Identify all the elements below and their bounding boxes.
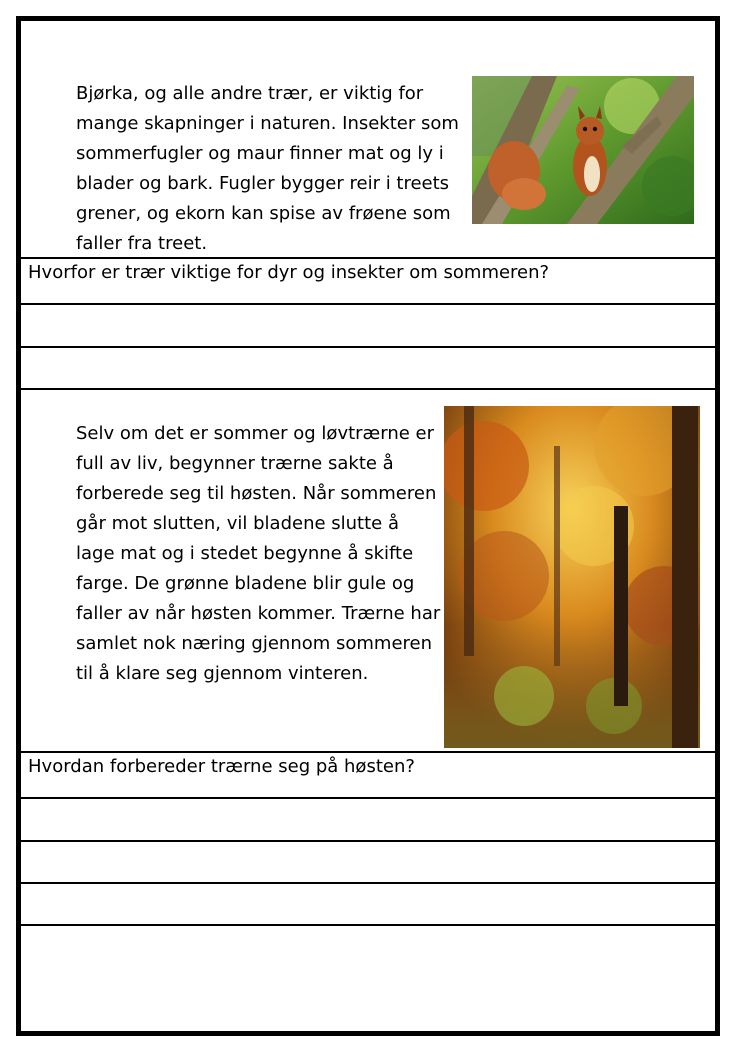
answer-line-6[interactable] bbox=[21, 882, 715, 884]
divider-line bbox=[21, 751, 715, 753]
answer-line-4[interactable] bbox=[21, 797, 715, 799]
answer-line-1[interactable] bbox=[21, 303, 715, 305]
section-2-paragraph: Selv om det er sommer og løvtrærne er full av liv, begynner trærne sakte å forberede seg til høsten. Når sommeren går mot slutten, vil bladene slutte å lage mat og i stedet begynne å skifte farge. De grønne bladene blir gule og faller av når høsten kommer. Trærne har samlet nok næring gjennom sommeren til å klare seg gjennom vinteren. bbox=[76, 423, 441, 684]
section-1-question: Hvorfor er trær viktige for dyr og insekter om sommeren? bbox=[28, 262, 550, 283]
autumn-forest-photo-icon bbox=[444, 406, 700, 748]
answer-line-3[interactable] bbox=[21, 388, 715, 390]
section-2-question: Hvordan forbereder trærne seg på høsten? bbox=[28, 756, 415, 777]
answer-line-5[interactable] bbox=[21, 840, 715, 842]
divider-line bbox=[21, 257, 715, 259]
answer-line-2[interactable] bbox=[21, 346, 715, 348]
squirrel-photo-icon bbox=[472, 76, 694, 224]
section-1-paragraph: Bjørka, og alle andre trær, er viktig for mange skapninger i naturen. Insekter som sommerfugler og maur finner mat og ly i blader og bark. Fugler bygger reir i treets grener, og ekorn kan spise av frøene som faller fra treet. bbox=[76, 83, 459, 254]
worksheet-page bbox=[16, 16, 720, 1036]
answer-line-7[interactable] bbox=[21, 924, 715, 926]
